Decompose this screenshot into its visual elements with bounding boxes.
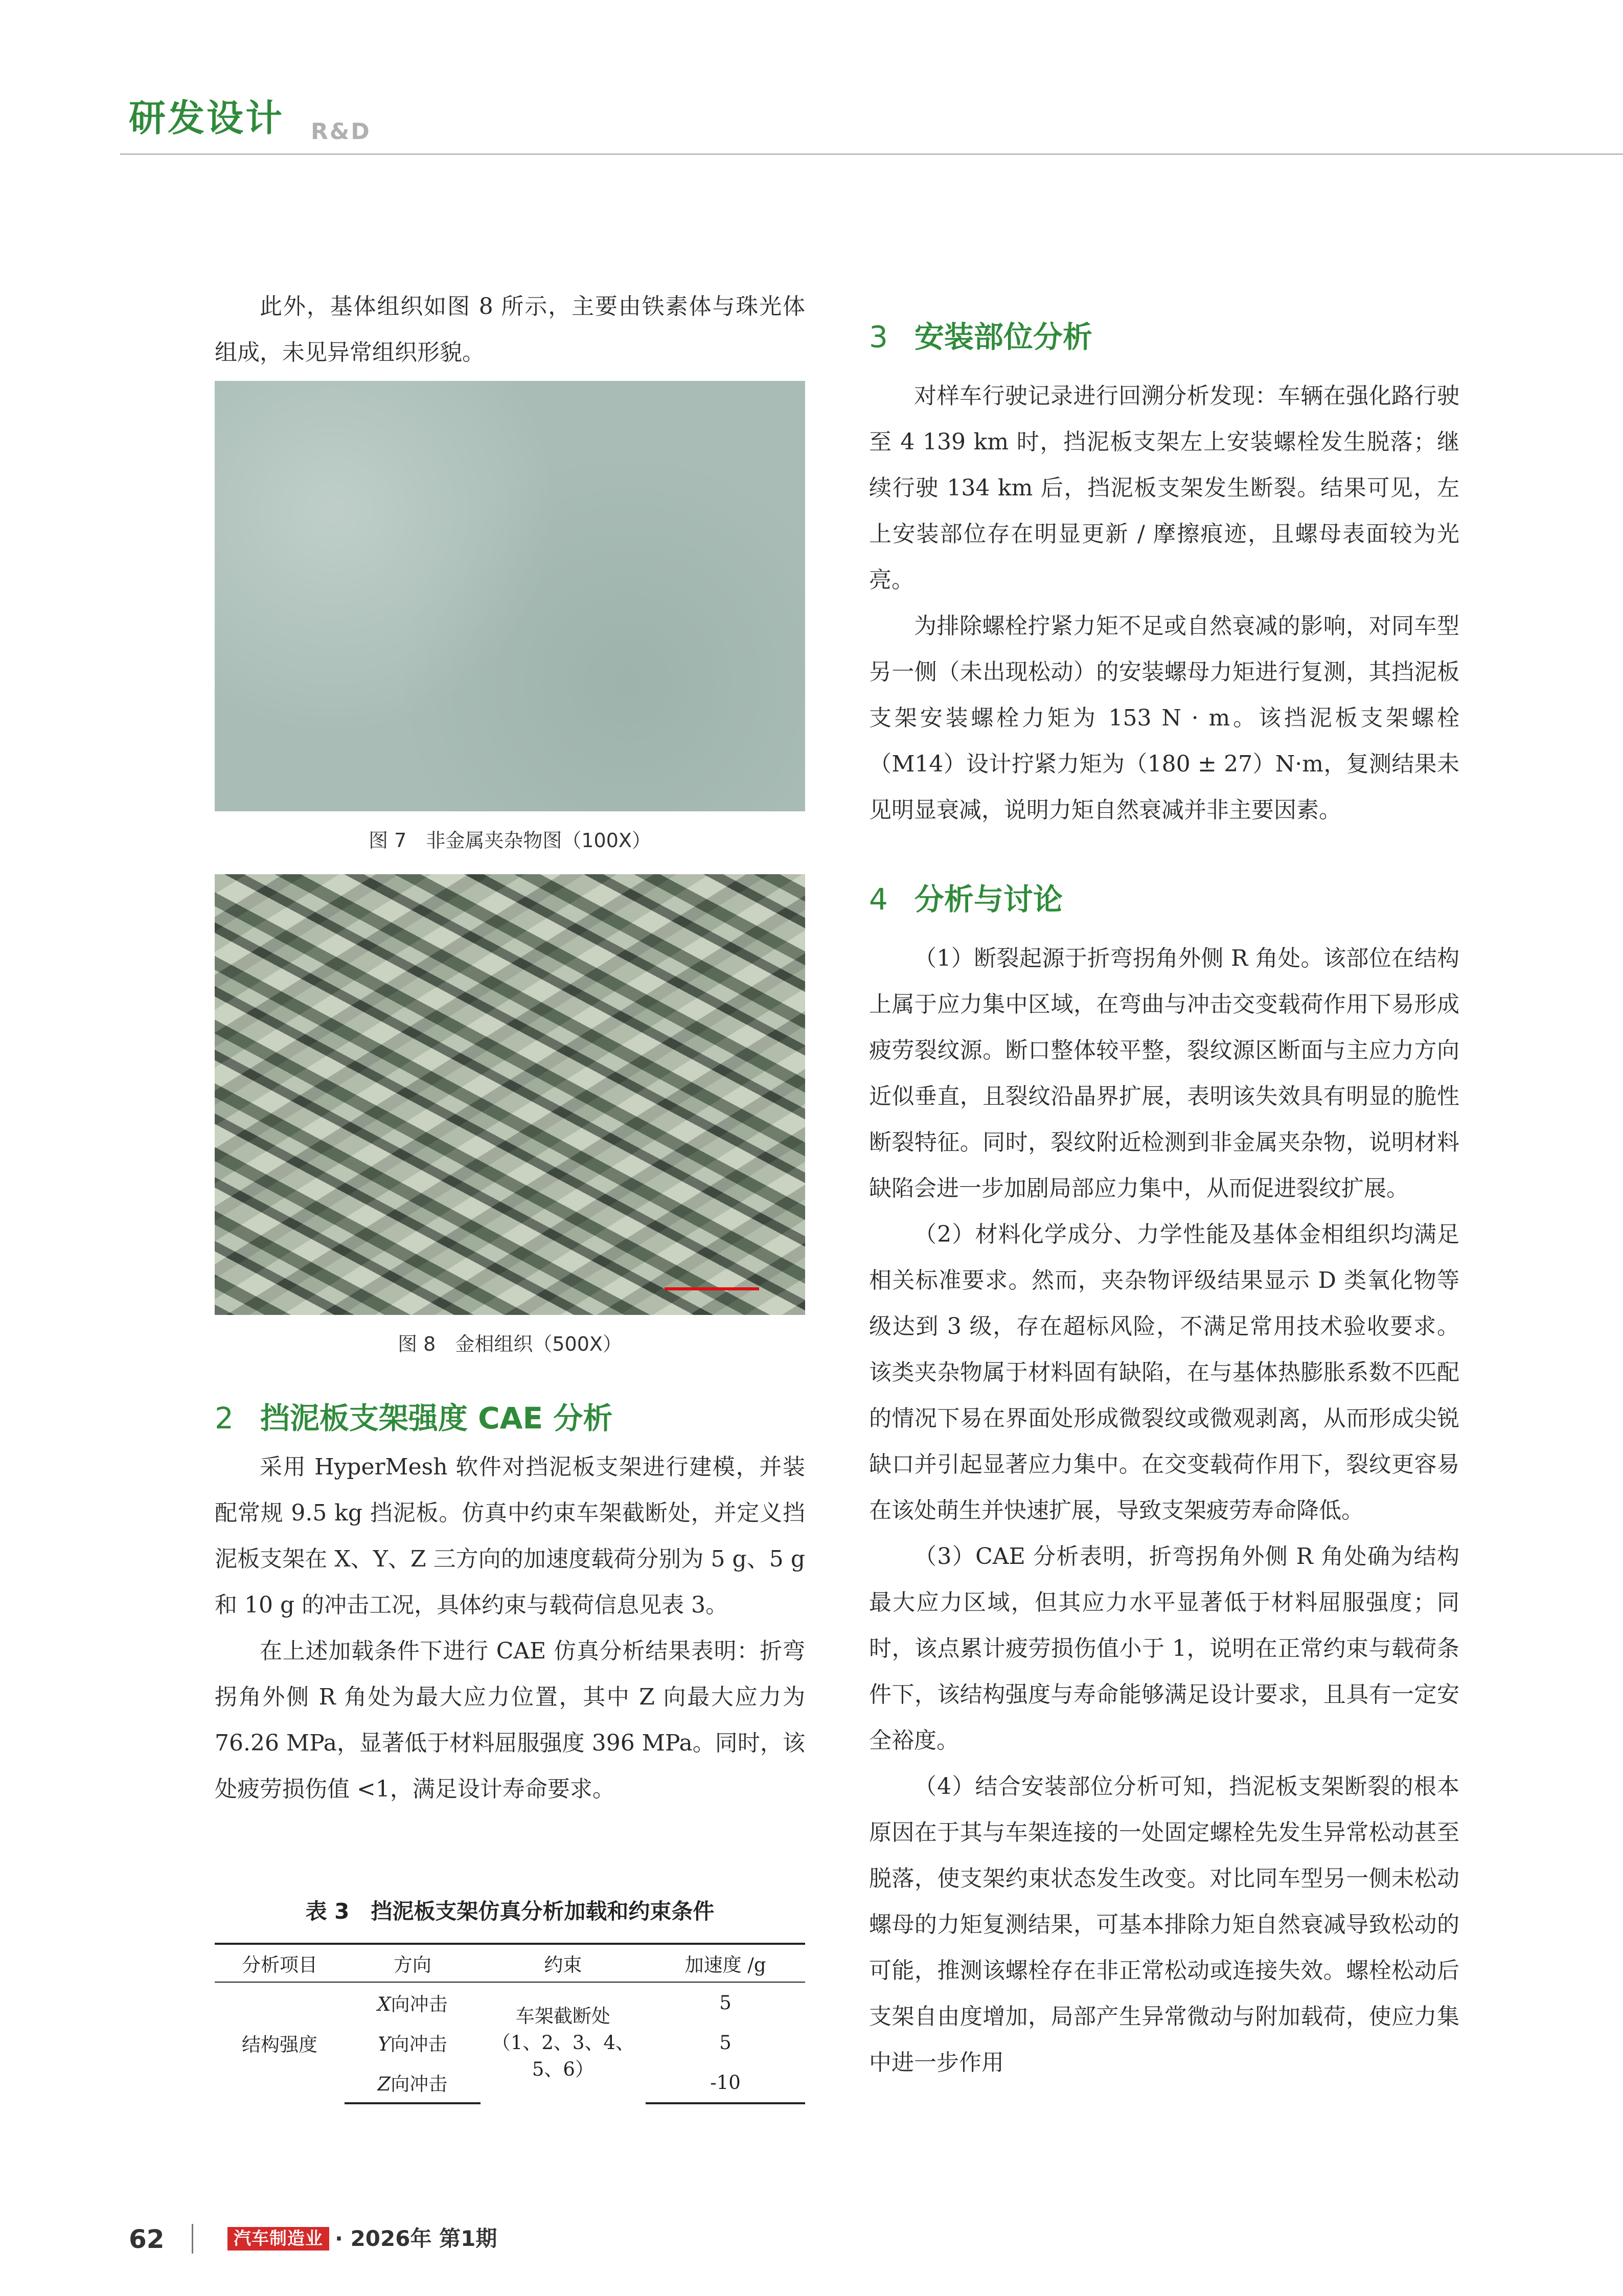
left-intro [215, 284, 805, 376]
table-header-cell: 分析项目 [215, 1944, 345, 1982]
table-header-cell: 方向 [345, 1944, 481, 1982]
table-cell-constraint: 车架截断处 （1、2、3、4、5、6） [491, 2005, 635, 2080]
table-row [215, 1982, 805, 2022]
table-cell-item: 结构强度 [242, 2034, 318, 2056]
magazine-logo: 汽车制造业 [227, 2227, 329, 2250]
figure-7-caption: 图 7 非金属夹杂物图（100X） [369, 829, 651, 852]
section-4-paragraph-1: （1）断裂起源于折弯拐角外侧 R 角处。该部位在结构上属于应力集中区域，在弯曲与冲击交变载荷作用下易形成疲劳裂纹源。断口整体较平整，裂纹源区断面与主应力方向近似垂直，且裂纹沿晶界扩展，表明该失效具有明显的脆性断裂特征。同时，裂纹附近检测到非金属夹杂物，说明材料缺陷会进一步加剧局部应力集中，从而促进裂纹扩展。 [869, 945, 1459, 1201]
header-divider [120, 153, 1623, 155]
table-cell-direction: Z向冲击 [345, 2062, 481, 2103]
section-2-number: 2 [215, 1401, 234, 1436]
intro-paragraph: 此外，基体组织如图 8 所示，主要由铁素体与珠光体组成，未见异常组织形貌。 [215, 293, 805, 366]
issue-label: · 2026年 第1期 [335, 2226, 497, 2251]
section-4-heading [869, 882, 1063, 917]
section-2-paragraph-1: 采用 HyperMesh 软件对挡泥板支架进行建模，并装配常规 9.5 kg 挡泥板。仿真中约束车架截断处，并定义挡泥板支架在 X、Y、Z 三方向的加速度载荷分别为 5 g、5 g 和 10 g 的冲击工况，具体约束与载荷信息见表 3。 [215, 1454, 805, 1618]
section-2-title: 挡泥板支架强度 CAE 分析 [260, 1401, 613, 1436]
section-4-body [869, 936, 1459, 2086]
table-header-row [215, 1944, 805, 1982]
table-cell-accel: 5 [719, 2031, 732, 2054]
figure-8-caption: 图 8 金相组织（500X） [398, 1333, 622, 1355]
figure-7-inclusion-micrograph [215, 381, 805, 811]
table-3-title: 表 3 挡泥板支架仿真分析加载和约束条件 [305, 1899, 715, 1924]
section-4-paragraph-2: （2）材料化学成分、力学性能及基体金相组织均满足相关标准要求。然而，夹杂物评级结果显示 D 类氧化物等级达到 3 级，存在超标风险，不满足常用技术验收要求。该类夹杂物属于材料固有缺陷，在与基体热膨胀系数不匹配的情况下易在界面处形成微裂纹或微观剥离，从而形成尖锐缺口并引起显著应力集中。在交变载荷作用下，裂纹更容易在该处萌生并快速扩展，导致支架疲劳寿命降低。 [869, 1221, 1459, 1524]
section-2-body [215, 1444, 805, 1812]
table-cell-direction: X向冲击 [377, 1993, 448, 2015]
section-header-subtitle: R&D [311, 119, 371, 145]
table-header-cell: 约束 [481, 1944, 646, 1982]
scale-bar [665, 1287, 759, 1290]
table-cell-accel: -10 [646, 2062, 805, 2103]
section-3-body [869, 373, 1459, 833]
section-4-paragraph-4: （4）结合安装部位分析可知，挡泥板支架断裂的根本原因在于其与车架连接的一处固定螺栓先发生异常松动甚至脱落，使支架约束状态发生改变。对比同车型另一侧未松动螺母的力矩复测结果，可基本排除力矩自然衰减导致松动的可能，推测该螺栓存在非正常松动或连接失效。螺栓松动后支架自由度增加，局部产生异常微动与附加载荷，使应力集中进一步作用 [869, 1774, 1459, 2076]
table-cell-accel: 5 [719, 1991, 732, 2014]
section-3-paragraph-1: 对样车行驶记录进行回溯分析发现：车辆在强化路行驶至 4 139 km 时，挡泥板支架左上安装螺栓发生脱落；继续行驶 134 km 后，挡泥板支架发生断裂。结果可见，左上安装部位存在明显更新 / 摩擦痕迹，且螺母表面较为光亮。 [869, 383, 1459, 593]
section-3-number: 3 [869, 320, 888, 354]
page-number: 62 [129, 2224, 165, 2254]
footer-separator [192, 2224, 193, 2254]
section-3-paragraph-2: 为排除螺栓拧紧力矩不足或自然衰减的影响，对同车型另一侧（未出现松动）的安装螺母力矩进行复测，其挡泥板支架安装螺栓力矩为 153 N · m。该挡泥板支架螺栓（M14）设计拧紧力矩为（180 ± 27）N·m，复测结果未见明显衰减，说明力矩自然衰减并非主要因素。 [869, 613, 1459, 823]
section-3-heading [869, 322, 1092, 352]
section-4-paragraph-3: （3）CAE 分析表明，折弯拐角外侧 R 角处确为结构最大应力区域，但其应力水平显著低于材料屈服强度；同时，该点累计疲劳损伤值小于 1，说明在正常约束与载荷条件下，该结构强度与寿命能够满足设计要求，且具有一定安全裕度。 [869, 1543, 1459, 1754]
section-4-number: 4 [869, 882, 888, 917]
section-header-title: 研发设计 [129, 97, 285, 140]
table-header-cell: 加速度 /g [646, 1944, 805, 1982]
section-4-title: 分析与讨论 [914, 882, 1063, 917]
section-2-paragraph-2: 在上述加载条件下进行 CAE 仿真分析结果表明：折弯拐角外侧 R 角处为最大应力位置，其中 Z 向最大应力为 76.26 MPa，显著低于材料屈服强度 396 MPa。同时，该处疲劳损伤值 <1，满足设计寿命要求。 [215, 1638, 805, 1802]
figure-8-microstructure-micrograph [215, 874, 805, 1315]
table-cell-direction: Y向冲击 [378, 2033, 447, 2055]
section-2-heading [215, 1401, 613, 1436]
table-3 [215, 1943, 805, 2104]
section-3-title: 安装部位分析 [914, 320, 1092, 354]
